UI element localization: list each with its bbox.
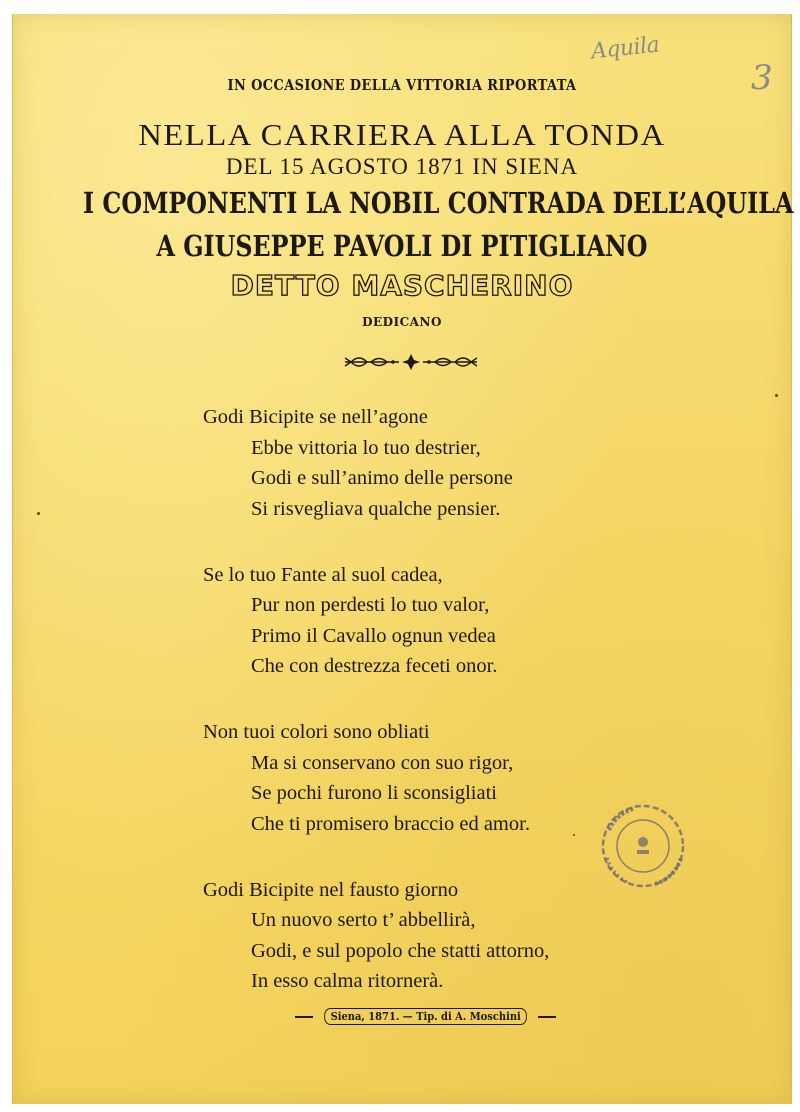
poem-line: Che ti promisero braccio ed amor. xyxy=(251,812,530,835)
poem-line: Pur non perdesti lo tuo valor, xyxy=(251,594,490,616)
heading-dedicatee: A GIUSEPPE PAVOLI DI PITIGLIANO xyxy=(156,229,648,263)
ornament-divider xyxy=(341,352,481,372)
heading-nickname: DETTO MASCHERINO xyxy=(230,269,574,302)
poem-line: In esso calma ritornerà. xyxy=(251,970,444,992)
stanza-4 xyxy=(203,875,549,997)
heading-dedicano: DEDICANO xyxy=(362,315,442,329)
stanza-2 xyxy=(203,560,549,682)
imprint-rule-right xyxy=(538,1016,556,1018)
paper-speck xyxy=(37,512,40,515)
heading-contrada: I COMPONENTI LA NOBIL CONTRADA DELL’AQUILA xyxy=(83,186,794,220)
poem-line: Ebbe vittoria lo tuo destrier, xyxy=(251,436,481,459)
poem-line: Godi Bicipite se nell’agone xyxy=(203,406,428,428)
stanza-1 xyxy=(203,402,549,524)
paper-speck xyxy=(775,394,778,397)
printer-imprint xyxy=(295,1008,556,1025)
handwritten-note: Aquila xyxy=(589,32,661,65)
poem-line: Primo il Cavallo ognun vedea xyxy=(251,624,496,647)
poem-line: Se lo tuo Fante al suol cadea, xyxy=(203,563,443,586)
poem-line: Non tuoi colori sono obliati xyxy=(203,721,430,743)
broadside-sheet xyxy=(12,14,792,1104)
library-stamp-icon xyxy=(597,800,689,892)
stanza-3 xyxy=(203,717,549,839)
poem xyxy=(203,402,549,997)
poem-line: Un nuovo serto t’ abbellirà, xyxy=(251,909,476,931)
heading-date: DEL 15 AGOSTO 1871 IN SIENA xyxy=(225,154,579,179)
heading-race: NELLA CARRIERA ALLA TONDA xyxy=(138,117,666,152)
poem-line: Che con destrezza feceti onor. xyxy=(251,655,498,677)
heading-occasion: IN OCCASIONE DELLA VITTORIA RIPORTATA xyxy=(227,76,577,94)
poem-line: Se pochi furono li sconsigliati xyxy=(251,782,497,804)
poem-line: Si risvegliava qualche pensier. xyxy=(251,497,501,520)
poem-line: Godi, e sul popolo che statti attorno, xyxy=(251,939,550,962)
handwritten-page-number: 3 xyxy=(751,58,773,98)
paper-speck xyxy=(573,834,575,836)
poem-line: Godi e sull’animo delle persone xyxy=(251,467,513,489)
imprint-rule-left xyxy=(295,1016,313,1018)
poem-line: Godi Bicipite nel fausto giorno xyxy=(203,878,459,901)
poem-line: Ma si conservano con suo rigor, xyxy=(251,751,514,774)
imprint-text: Siena, 1871. — Tip. di A. Moschini xyxy=(324,1008,527,1025)
